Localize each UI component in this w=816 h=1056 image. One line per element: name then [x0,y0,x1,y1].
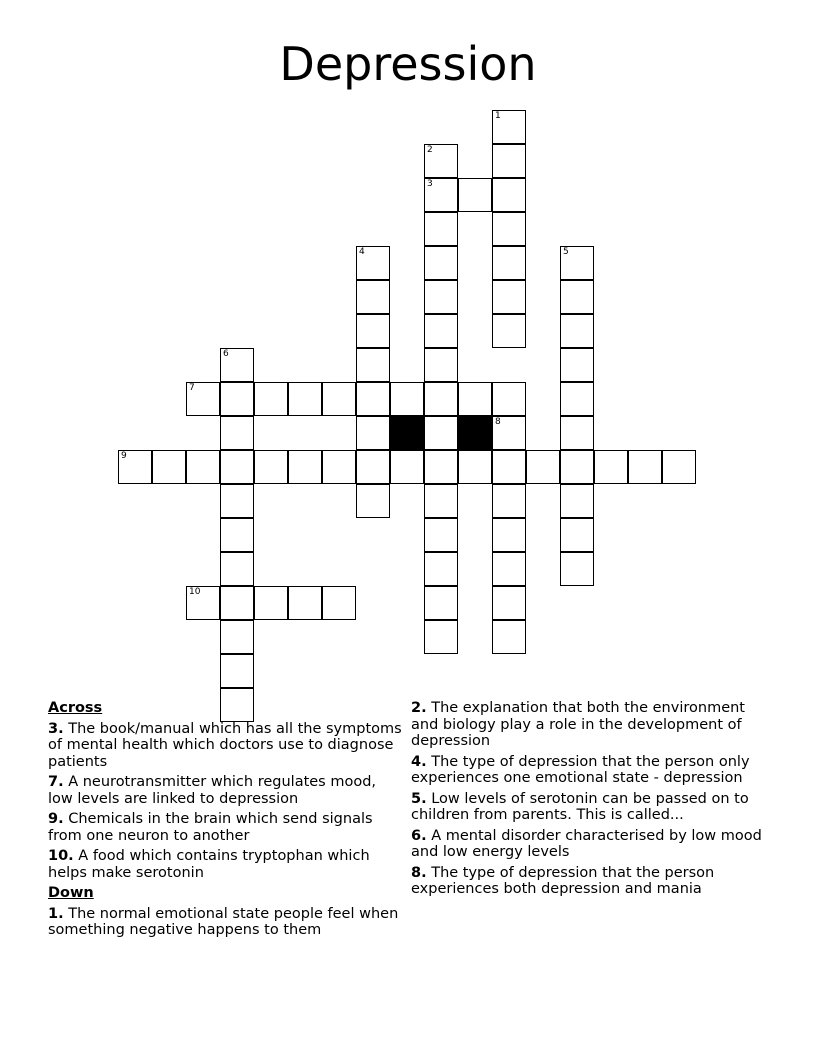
clue-down-1 [48,906,404,939]
grid-cell[interactable] [322,382,356,416]
grid-cell[interactable] [424,416,458,450]
grid-cell[interactable] [492,552,526,586]
grid-block [390,416,424,450]
grid-cell[interactable] [458,178,492,212]
clue-down-5 [411,791,769,824]
cell-number: 3 [427,179,433,189]
grid-cell[interactable] [594,450,628,484]
grid-cell[interactable] [356,246,390,280]
grid-cell[interactable] [424,348,458,382]
grid-cell[interactable] [220,450,254,484]
down-heading: Down [48,885,94,901]
grid-cell[interactable] [492,280,526,314]
grid-cell[interactable] [322,586,356,620]
clue-text: The book/manual which has all the symptoms of mental health which doctors use to diagnose patients [48,720,402,770]
grid-cell[interactable] [560,552,594,586]
grid-cell[interactable] [186,382,220,416]
grid-cell[interactable] [492,382,526,416]
clue-text: The normal emotional state people feel when something negative happens to them [48,905,399,938]
grid-cell[interactable] [220,586,254,620]
clue-number: 8. [411,864,427,881]
grid-cell[interactable] [662,450,696,484]
grid-cell[interactable] [424,382,458,416]
grid-cell[interactable] [628,450,662,484]
grid-cell[interactable] [492,620,526,654]
grid-cell[interactable] [356,314,390,348]
grid-cell[interactable] [118,450,152,484]
grid-cell[interactable] [492,586,526,620]
grid-cell[interactable] [560,280,594,314]
clue-number: 3. [48,720,64,737]
grid-cell[interactable] [492,246,526,280]
clues-right-column [411,700,769,902]
grid-cell[interactable] [560,484,594,518]
grid-cell[interactable] [424,280,458,314]
grid-cell[interactable] [186,450,220,484]
clue-text: The type of depression that the person experiences both depression and mania [411,864,715,897]
cell-number: 8 [495,417,501,427]
clue-down-2 [411,700,769,750]
grid-cell[interactable] [560,416,594,450]
grid-cell[interactable] [356,382,390,416]
clue-number: 4. [411,753,427,770]
grid-cell[interactable] [492,518,526,552]
clue-down-4 [411,754,769,787]
grid-cell[interactable] [288,450,322,484]
grid-cell[interactable] [526,450,560,484]
grid-cell[interactable] [220,382,254,416]
grid-cell[interactable] [390,450,424,484]
grid-cell[interactable] [424,552,458,586]
grid-cell[interactable] [424,620,458,654]
clue-number: 5. [411,790,427,807]
grid-cell[interactable] [424,144,458,178]
grid-cell[interactable] [220,518,254,552]
page-title: Depression [279,37,537,91]
grid-cell[interactable] [492,314,526,348]
clue-text: The type of depression that the person only experiences one emotional state - depression [411,753,750,786]
clue-text: A food which contains tryptophan which helps make serotonin [48,848,370,881]
grid-cell[interactable] [220,416,254,450]
grid-cell[interactable] [356,416,390,450]
grid-cell[interactable] [424,314,458,348]
clue-text: Low levels of serotonin can be passed on to children from parents. This is called... [411,790,749,823]
clue-down-6 [411,828,769,861]
cell-number: 6 [223,349,229,359]
clue-across-7 [48,774,404,807]
grid-cell[interactable] [560,314,594,348]
grid-cell[interactable] [424,484,458,518]
grid-cell[interactable] [424,178,458,212]
grid-cell[interactable] [390,382,424,416]
cell-number: 4 [359,247,365,257]
grid-cell[interactable] [424,212,458,246]
grid-cell[interactable] [288,382,322,416]
cell-number: 1 [495,111,501,121]
grid-cell[interactable] [288,586,322,620]
grid-cell[interactable] [560,450,594,484]
grid-cell[interactable] [458,450,492,484]
clue-down-8 [411,865,769,898]
clue-number: 10. [48,848,74,864]
grid-cell[interactable] [356,280,390,314]
clue-number: 1. [48,905,64,922]
grid-cell[interactable] [220,552,254,586]
grid-cell[interactable] [492,144,526,178]
grid-cell[interactable] [220,654,254,688]
grid-cell[interactable] [152,450,186,484]
clue-across-3 [48,721,404,771]
grid-cell[interactable] [424,450,458,484]
grid-cell[interactable] [560,518,594,552]
grid-cell[interactable] [220,620,254,654]
cell-number: 10 [189,587,201,597]
clue-text: Chemicals in the brain which send signals from one neuron to another [48,811,373,844]
grid-cell[interactable] [492,212,526,246]
grid-cell[interactable] [220,348,254,382]
grid-cell[interactable] [492,178,526,212]
clues-left-column [48,700,404,943]
clue-across-10 [48,848,404,881]
grid-cell[interactable] [424,586,458,620]
grid-cell[interactable] [424,246,458,280]
cell-number: 7 [189,383,195,393]
grid-cell[interactable] [254,450,288,484]
clue-text: A neurotransmitter which regulates mood, low levels are linked to depression [48,774,377,807]
grid-cell[interactable] [254,382,288,416]
grid-block [458,416,492,450]
cell-number: 2 [427,145,433,155]
clue-text: A mental disorder characterised by low mood and low energy levels [411,827,762,860]
clue-across-9 [48,811,404,844]
grid-cell[interactable] [254,586,288,620]
grid-cell[interactable] [560,382,594,416]
grid-cell[interactable] [560,348,594,382]
grid-cell[interactable] [186,586,220,620]
cell-number: 5 [563,247,569,257]
grid-cell[interactable] [356,450,390,484]
grid-cell[interactable] [492,450,526,484]
clue-number: 2. [411,700,427,716]
grid-cell[interactable] [356,484,390,518]
grid-cell[interactable] [492,416,526,450]
grid-cell[interactable] [322,450,356,484]
clue-number: 7. [48,774,64,790]
grid-cell[interactable] [492,110,526,144]
clue-number: 9. [48,811,64,827]
grid-cell[interactable] [220,484,254,518]
grid-cell[interactable] [356,348,390,382]
grid-cell[interactable] [458,382,492,416]
clue-text: The explanation that both the environment and biology play a role in the development of depression [411,700,745,749]
cell-number: 9 [121,451,127,461]
grid-cell[interactable] [424,518,458,552]
grid-cell[interactable] [560,246,594,280]
across-heading: Across [48,700,103,716]
clue-number: 6. [411,827,427,844]
grid-cell[interactable] [492,484,526,518]
